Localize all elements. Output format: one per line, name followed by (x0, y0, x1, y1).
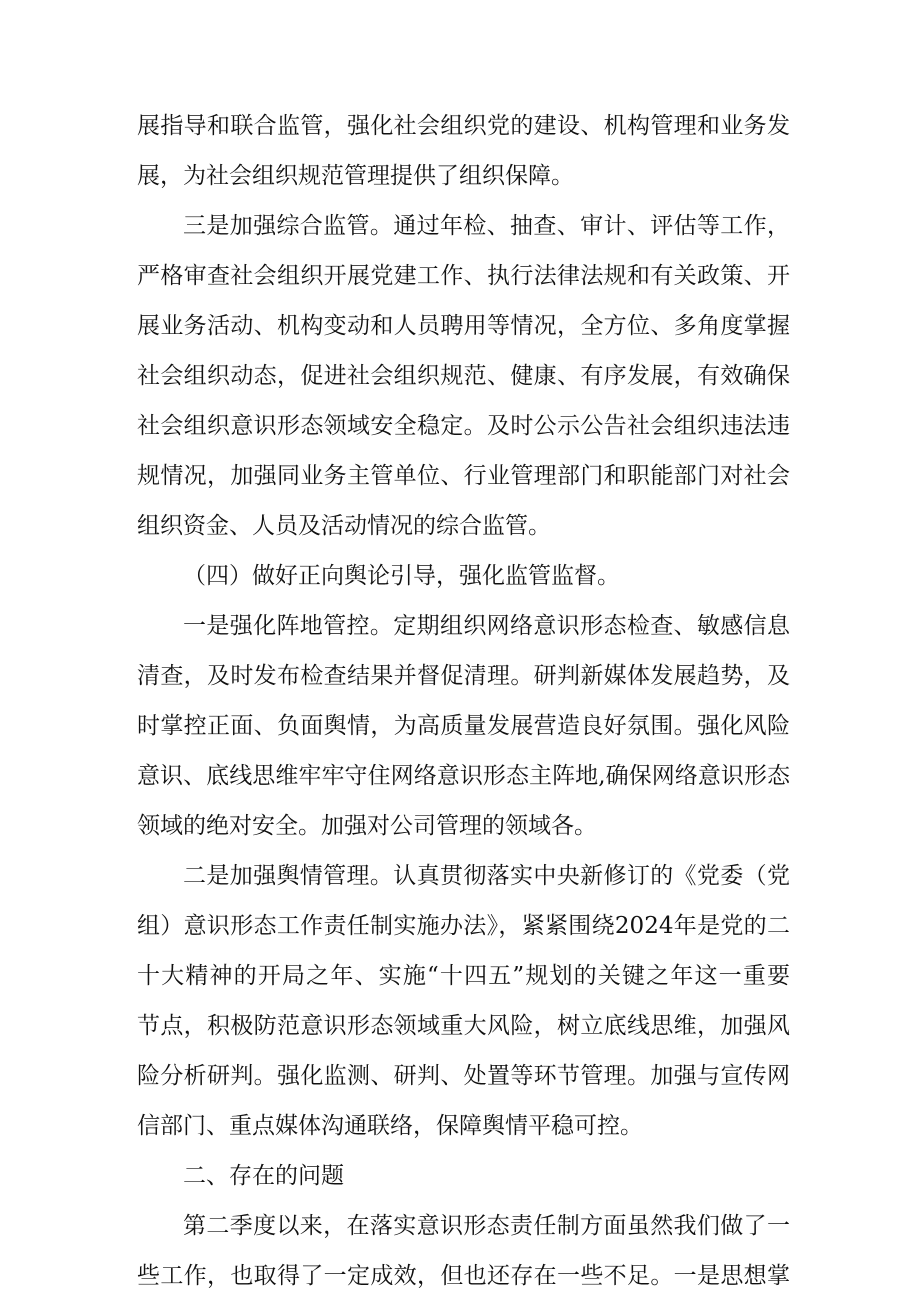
paragraph-line: 规情况，加强同业务主管单位、行业管理部门和职能部门对社会 (137, 463, 790, 489)
paragraph-line: 清查，及时发布检查结果并督促清理。研判新媒体发展趋势，及 (137, 663, 790, 689)
paragraph-line: 节点，积极防范意识形态领域重大风险，树立底线思维，加强风 (137, 1013, 790, 1039)
subsection-heading: （四）做好正向舆论引导，强化监管监督。 (183, 563, 620, 589)
paragraph-line: 意识、底线思维牢牢守住网络意识形态主阵地,确保网络意识形态 (137, 763, 790, 789)
paragraph-line: 十大精神的开局之年、实施“十四五”规划的关键之年这一重要 (137, 963, 790, 989)
paragraph-line: 严格审查社会组织开展党建工作、执行法律法规和有关政策、开 (137, 263, 790, 289)
paragraph-line: 信部门、重点媒体沟通联络，保障舆情平稳可控。 (137, 1113, 643, 1139)
paragraph-line: 领域的绝对安全。加强对公司管理的领域各。 (137, 813, 597, 839)
paragraph-line: 一是强化阵地管控。定期组织网络意识形态检查、敏感信息 (183, 613, 790, 639)
paragraph-line: 社会组织意识形态领域安全稳定。及时公示公告社会组织违法违 (137, 413, 790, 439)
paragraph-line: 些工作，也取得了一定成效，但也还存在一些不足。一是思想掌 (137, 1263, 790, 1289)
paragraph-line: 时掌控正面、负面舆情，为高质量发展营造良好氛围。强化风险 (137, 713, 790, 739)
section-heading: 二、存在的问题 (183, 1163, 344, 1189)
paragraph-line: 二是加强舆情管理。认真贯彻落实中央新修订的《党委（党 (183, 863, 790, 889)
paragraph-line: 组）意识形态工作责任制实施办法》，紧紧围绕2024年是党的二 (137, 913, 790, 939)
paragraph-line: 展，为社会组织规范管理提供了组织保障。 (137, 163, 574, 189)
paragraph-line: 险分析研判。强化监测、研判、处置等环节管理。加强与宣传网 (137, 1063, 790, 1089)
document-body (137, 101, 790, 1301)
paragraph-line: 三是加强综合监管。通过年检、抽查、审计、评估等工作， (183, 213, 790, 239)
paragraph-line: 组织资金、人员及活动情况的综合监管。 (137, 513, 551, 539)
paragraph-line: 社会组织动态，促进社会组织规范、健康、有序发展，有效确保 (137, 363, 790, 389)
paragraph-line: 展业务活动、机构变动和人员聘用等情况，全方位、多角度掌握 (137, 313, 790, 339)
paragraph-line: 展指导和联合监管，强化社会组织党的建设、机构管理和业务发 (137, 113, 790, 139)
paragraph-line: 第二季度以来，在落实意识形态责任制方面虽然我们做了一 (183, 1213, 790, 1239)
